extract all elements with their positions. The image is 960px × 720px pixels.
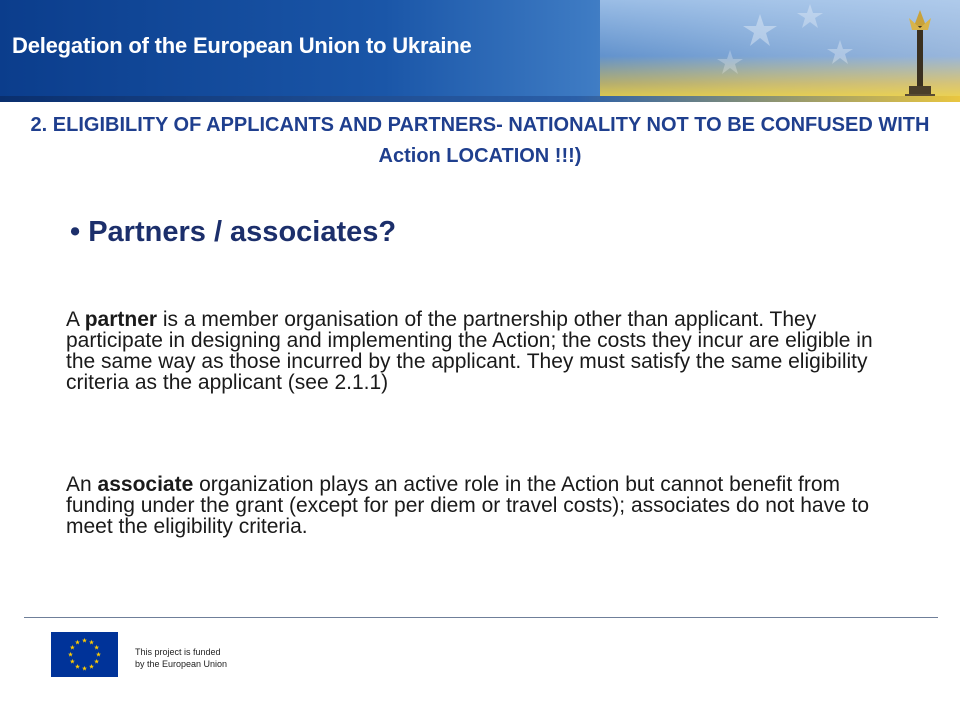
footer-divider <box>24 617 938 618</box>
funding-note <box>135 646 227 670</box>
star-decoration-icon <box>700 0 860 102</box>
paragraph-text: An <box>66 473 98 496</box>
header-banner <box>0 0 960 102</box>
funding-line-2: by the European Union <box>135 659 228 669</box>
banner-stripe <box>0 96 960 102</box>
monument-icon <box>895 8 945 100</box>
funding-line-1: This project is funded <box>135 647 221 657</box>
bold-term-partner: partner <box>84 308 158 331</box>
paragraph-text: A <box>66 308 85 331</box>
associate-paragraph <box>66 474 906 537</box>
partner-paragraph <box>66 309 906 393</box>
paragraph-text: is a member organisation of the partnership other than applicant. They participate in designing and implementing the Action; the costs they incur are eligible in the same way as those incurred by the applicant. They must satisfy the same eligibility criteria as the applicant (see 2.1.1) <box>66 308 873 394</box>
bold-term-associate: associate <box>97 473 194 496</box>
eu-flag-icon <box>51 632 118 677</box>
paragraph-text: organization plays an active role in the Action but cannot benefit from funding under the grant (except for per diem or travel costs); associates do not have to meet the eligibility criteria. <box>66 473 870 538</box>
slide-title: 2. ELIGIBILITY OF APPLICANTS AND PARTNERS- NATIONALITY NOT TO BE CONFUSED WITH Action LOCATION !!!) <box>30 114 930 167</box>
header-title: Delegation of the European Union to Ukraine <box>12 33 472 58</box>
bullet-heading: • Partners / associates? <box>70 216 397 248</box>
